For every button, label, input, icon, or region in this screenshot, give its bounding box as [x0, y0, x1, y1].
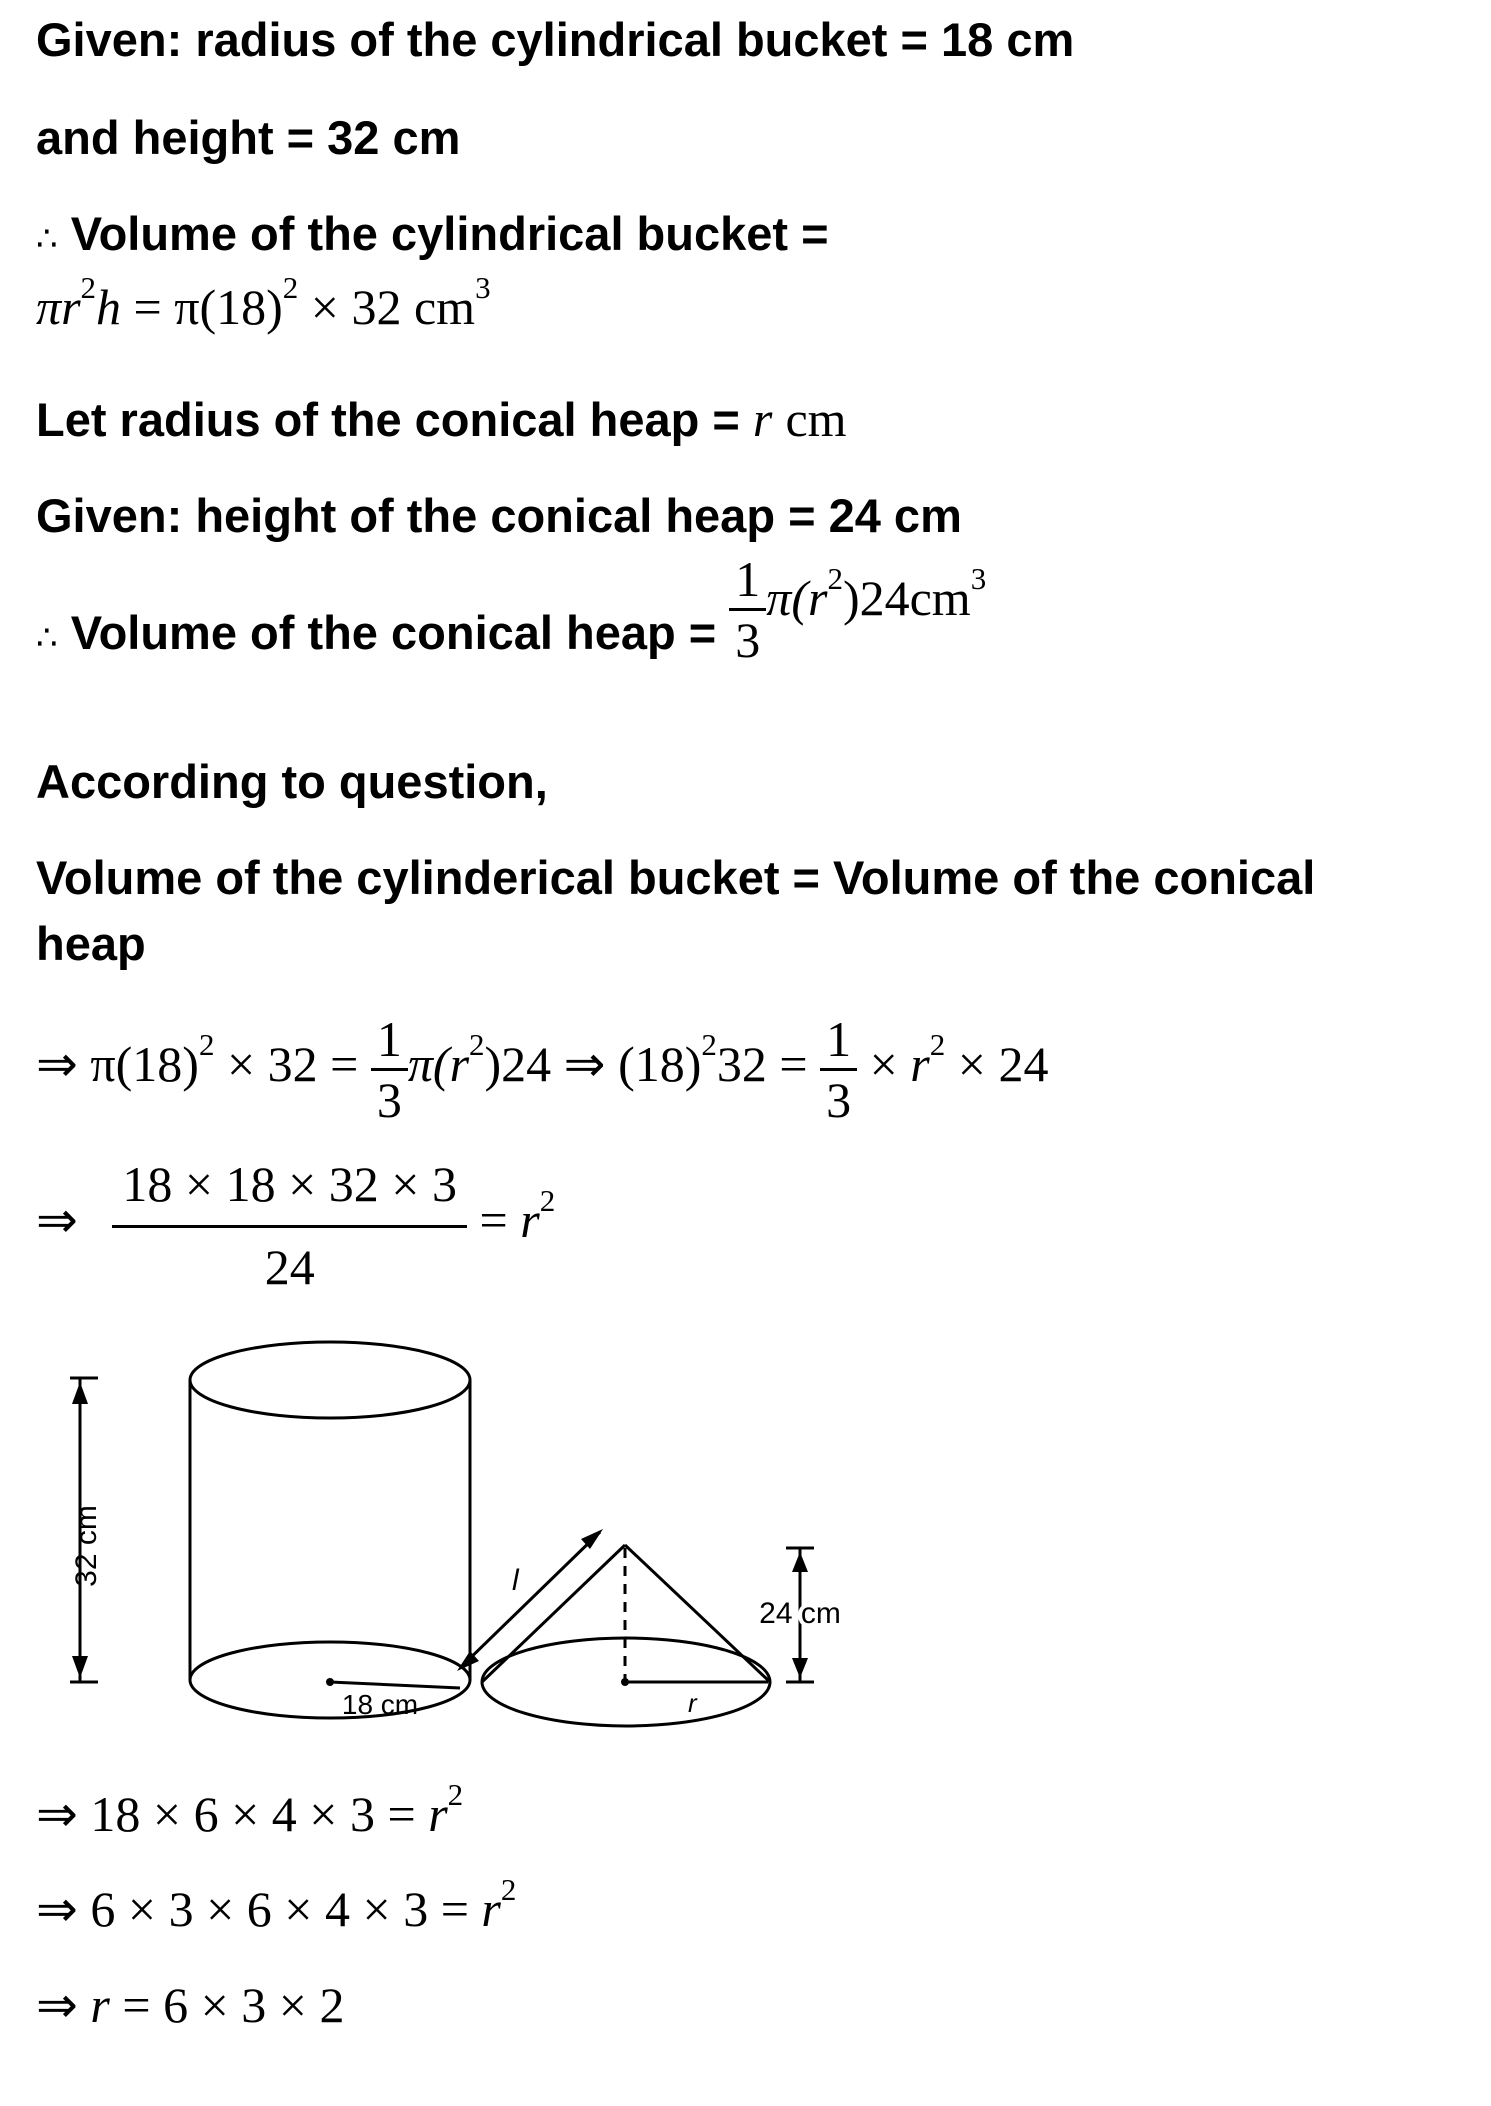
exp: 3: [970, 560, 987, 596]
numerator: 1: [826, 1011, 852, 1067]
implies-arrow: ⇒: [36, 1977, 78, 2033]
var-r: r: [428, 1786, 448, 1842]
step5-text: = 6 × 3 × 2: [122, 1977, 345, 2033]
var-r: r: [449, 1035, 470, 1092]
exp: 2: [539, 1182, 556, 1218]
therefore-symbol: ∴: [36, 617, 58, 658]
according-line: According to question,: [36, 755, 548, 808]
step3-text: ⇒ 18 × 6 × 4 × 3 =: [36, 1786, 416, 1842]
exp: 2: [500, 1871, 517, 1907]
exp: 2: [701, 1026, 717, 1062]
fraction: [729, 550, 766, 669]
figure-cylinder-cone: [60, 1320, 880, 1740]
step-3: [36, 1776, 464, 1843]
fraction: [371, 1010, 408, 1129]
cylinder-top-ellipse: [190, 1342, 470, 1418]
cone-volume-line: [36, 551, 987, 697]
var-r: r: [807, 569, 828, 626]
given-height: and height = 32 cm: [36, 111, 461, 164]
cylinder-volume-text: Volume of the cylindrical bucket =: [70, 207, 829, 260]
cone-volume-text: Volume of the conical heap =: [70, 605, 717, 659]
equation-text-2: heap: [36, 917, 146, 970]
var-r: r: [520, 1191, 540, 1248]
exp: 2: [827, 560, 843, 596]
fraction: [820, 1010, 857, 1129]
formula-rhs: = π(18): [133, 279, 283, 335]
step1-f: ×: [869, 1035, 898, 1092]
step4-text: ⇒ 6 × 3 × 6 × 4 × 3 =: [36, 1881, 469, 1937]
cylinder-height-label: 32 cm: [70, 1505, 103, 1587]
var-h: h: [96, 279, 122, 335]
exp: 2: [447, 1776, 464, 1812]
step1-b: × 32 =: [226, 1035, 359, 1092]
cone-radius-label: r: [688, 1688, 697, 1718]
denominator: 3: [371, 1068, 408, 1129]
var-r: r: [481, 1881, 501, 1937]
var-r: r: [90, 1977, 110, 2033]
exp: 2: [282, 269, 299, 305]
step-4: [36, 1871, 517, 1938]
given-radius: Given: radius of the cylindrical bucket = 18 cm: [36, 13, 1075, 66]
fraction: [112, 1155, 467, 1296]
exp: 2: [198, 1026, 215, 1062]
step-1: [36, 1010, 1048, 1129]
exp: 2: [80, 269, 97, 305]
cylinder-radius-line: [330, 1682, 460, 1688]
formula-tail: × 32 cm: [310, 279, 476, 335]
pi: π: [36, 279, 62, 335]
cylinder-radius-label: 18 cm: [341, 1689, 419, 1720]
implies-arrow: ⇒: [36, 1191, 78, 1248]
exp: 3: [475, 269, 491, 305]
cone-radius-text: Let radius of the conical heap =: [36, 393, 740, 446]
exp: 2: [469, 1026, 485, 1062]
cylinder-volume-formula: [36, 269, 491, 336]
unit-cm: cm: [785, 391, 847, 447]
numerator: 1: [376, 1011, 402, 1067]
cone-right-edge: [625, 1545, 770, 1682]
expr-a: π(: [766, 569, 808, 626]
denominator: 3: [820, 1068, 857, 1129]
step1-e: 32 =: [716, 1035, 808, 1092]
numerator: 1: [735, 551, 761, 607]
cone-radius-line: [36, 390, 847, 448]
step1-c: π(: [407, 1035, 450, 1092]
step1-d: )24 ⇒ (18): [484, 1035, 702, 1092]
therefore-symbol: ∴: [36, 219, 58, 259]
expr-body: [766, 560, 987, 626]
equals: =: [479, 1191, 508, 1248]
cone-height-label: 24 cm: [759, 1597, 841, 1630]
cylinder-volume-label: [36, 206, 829, 261]
denominator: 3: [729, 608, 766, 669]
cone-slant-label: l: [512, 1564, 519, 1597]
cone-volume-expr: [729, 551, 987, 668]
var-r: r: [61, 279, 81, 335]
denominator: 24: [112, 1225, 467, 1296]
var-r: r: [752, 391, 773, 447]
step1-a: ⇒ π(18): [36, 1035, 199, 1092]
cone-left-edge: [482, 1545, 625, 1682]
cone-height-line: Given: height of the conical heap = 24 cm: [36, 489, 962, 542]
numerator: 18 × 18 × 32 × 3: [122, 1156, 458, 1212]
step-2: [36, 1155, 555, 1296]
step1-g: × 24: [957, 1035, 1049, 1092]
cone-slant-dim: [460, 1532, 600, 1668]
var-r: r: [910, 1035, 930, 1092]
exp: 2: [929, 1026, 946, 1062]
expr-b: )24cm: [842, 569, 971, 626]
step-5: [36, 1976, 344, 2034]
equation-text-1: Volume of the cylinderical bucket = Volume of the conical: [36, 851, 1316, 904]
